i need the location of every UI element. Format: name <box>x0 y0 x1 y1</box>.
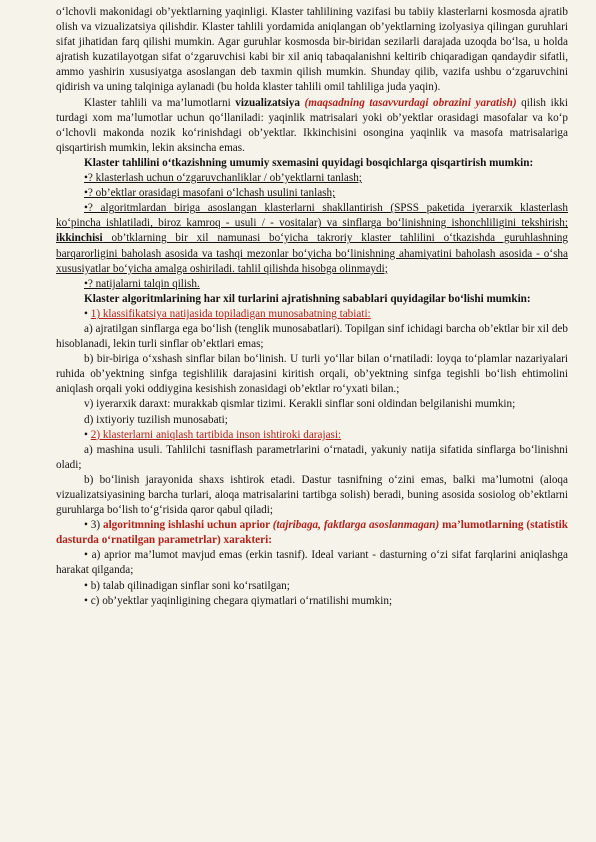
reason-item: b) bo‘linish jarayonida shaxs ishtirok etadi. Dastur tasnifning o‘zini emas, balki ma’lumotni (aloqa vizualizatsiyasining barcha turlari, aloqa matrisalarini tartibga solish) beradi, buning asosida sosiolog ob’ektlarni guruhlarga bo‘lish to‘g‘risida qaror qabul qiladi; <box>56 473 568 517</box>
reason-item: • a) aprior ma’lumot mavjud emas (erkin tasnif). Ideal variant - dasturning o‘zi sifat farqlarini aniqlashga harakat qilganda; <box>56 549 568 577</box>
reason-2 <box>56 428 568 443</box>
reason-2-title: 2) klasterlarni aniqlash tartibida inson ishtiroki darajasi: <box>90 428 342 441</box>
term-second: ikkinchisi <box>56 232 103 245</box>
reason-item: v) iyerarxik daraxt: murakkab qismlar tizimi. Kerakli sinflar soni oldindan belgilanishi mumkin; <box>84 398 516 411</box>
paragraph-visualization <box>56 96 568 156</box>
bullet: • <box>84 307 91 320</box>
step-item <box>56 201 568 276</box>
text: ob’tklarning bir xil namunasi bo‘yicha takroriy klaster tahlilini o‘tkazishda guruhlashning barqarorligini baholash asosida va tashqi mezonlar bo‘yicha bo‘linishning ahamiyatini baholash asosida - o‘sha xususiyatlar bo‘yicha amalga oshiriladi. tahlil qilishda hisobga olinmaydi; <box>56 232 568 275</box>
reason-item: a) ajratilgan sinflarga ega bo‘lish (tenglik munosabatlari). Topilgan sinf ichidagi barcha ob’ektlar bir xil deb hisoblanadi, lekin turli sinflar ob’ektlari emas; <box>56 322 568 351</box>
step-item: •? klasterlash uchun o‘zgaruvchanliklar / ob’yektlarni tanlash; <box>84 172 362 185</box>
term-visualization: vizualizatsiya <box>235 96 300 109</box>
text: Klaster tahlili va ma’lumotlarni <box>84 96 236 109</box>
step-item: •? ob’ektlar orasidagi masofani o‘lchash usulini tanlash; <box>84 187 336 200</box>
bullet: • 3) <box>84 519 103 532</box>
reason-item: • b) talab qilinadigan sinflar soni ko‘rsatilgan; <box>84 579 290 592</box>
heading-stages: Klaster tahlilini o‘tkazishning umumiy sxemasini quyidagi bosqichlarga qisqartirish mumkin: <box>84 156 534 169</box>
reason-1 <box>56 307 568 322</box>
text: qilish ikki turdagi xom ma’lumotlar uchun qo‘llaniladi: yaqinlik matrisalari yoki ob’yektlar orasidagi masofalar va ko‘p o‘lchovli makonda nozik ko‘rinishdagi ob’yektlar. Ikkinchisini osongina yaqinlik va masofa matrisalariga qisqartirish mumkin, lekin aksincha emas. <box>56 96 568 154</box>
reason-3-title: algoritmning ishlashi uchun aprior <box>102 519 273 532</box>
term-definition: (maqsadning tasavvurdagi obrazini yaratish) <box>299 96 517 109</box>
step-item: •? natijalarni talqin qilish. <box>84 277 200 290</box>
paragraph-intro: o‘lchovli makonidagi ob’yektlarning yaqinligi. Klaster tahlilining vazifasi bu tabiiy klasterlarni kosmosda ajratib olish va vizualizatsiya qilishdir. Klaster tahlili yordamida aniqlangan ob’yektlarning izolyasiya qilingan guruhlari sifat jihatidan farq qilishi mumkin. Agar guruhlar kosmosda bir-biridan sezilarli darajada uzoqda bo‘lsa, u holda ajratish kuzatilayotgan sifat o‘zgaruvchisi kabi bir xil aniq tabaqalanishni keltirib chiqaradigan qandaydir sifatli, ammo yashirin xususiyatga asoslangan deb taxmin qilish mumkin. Shunday qilib, vazifa ushbu o‘zgaruvchini qidirish va uning talqiniga aylanadi (bu holda klaster tahlili omil tahliliga juda yaqin). <box>56 6 568 94</box>
reason-3-note: (tajribaga, faktlarga asoslanmagan) <box>272 519 440 532</box>
reason-item: d) ixtiyoriy tuzilish munosabati; <box>84 413 228 426</box>
reason-item: • c) ob’yektlar yaqinligining chegara qiymatlari o‘rnatilishi mumkin; <box>84 594 393 607</box>
reason-item: a) mashina usuli. Tahlilchi tasniflash parametrlarini o‘rnatadi, yakuniy natija sifatida sinflarga bo‘linishni oladi; <box>56 443 568 471</box>
reason-item: b) bir-biriga o‘xshash sinflar bilan bo‘linish. U turli yo‘llar bilan o‘rnatiladi: loyqa to‘plamlar nazariyalari ruhida ob’yektning sinfga tegishlilik darajasini kiritish orqali, ob’yektning sinfga tegishli bo‘lish ehtimolini aniqlash orqali yoki oddiygina kesishish zonasidagi ob’ektlar ro‘yxati bilan.; <box>56 353 568 396</box>
bullet: • <box>84 428 91 441</box>
heading-reasons: Klaster algoritmlarining har xil turlarini ajratishning sabablari quyidagilar bo‘lishi mumkin: <box>84 292 531 305</box>
reason-3-title-end: ma’lumotlarning (statistik dasturda o‘rnatilgan parametrlar) xarakteri: <box>56 519 568 547</box>
reason-1-title: 1) klassifikatsiya natijasida topiladigan munosabatning tabiati: <box>90 307 371 320</box>
text: •? algoritmlardan biriga asoslangan klasterlarni shakllantirish (SPSS paketida iyerarxik klasterlash ko‘pincha ishlatiladi, biroz kamroq - usuli / - vositalar) va sinflarga bo‘linishning ishonchliligini tekshirish; <box>56 202 568 230</box>
reason-3 <box>56 518 568 548</box>
